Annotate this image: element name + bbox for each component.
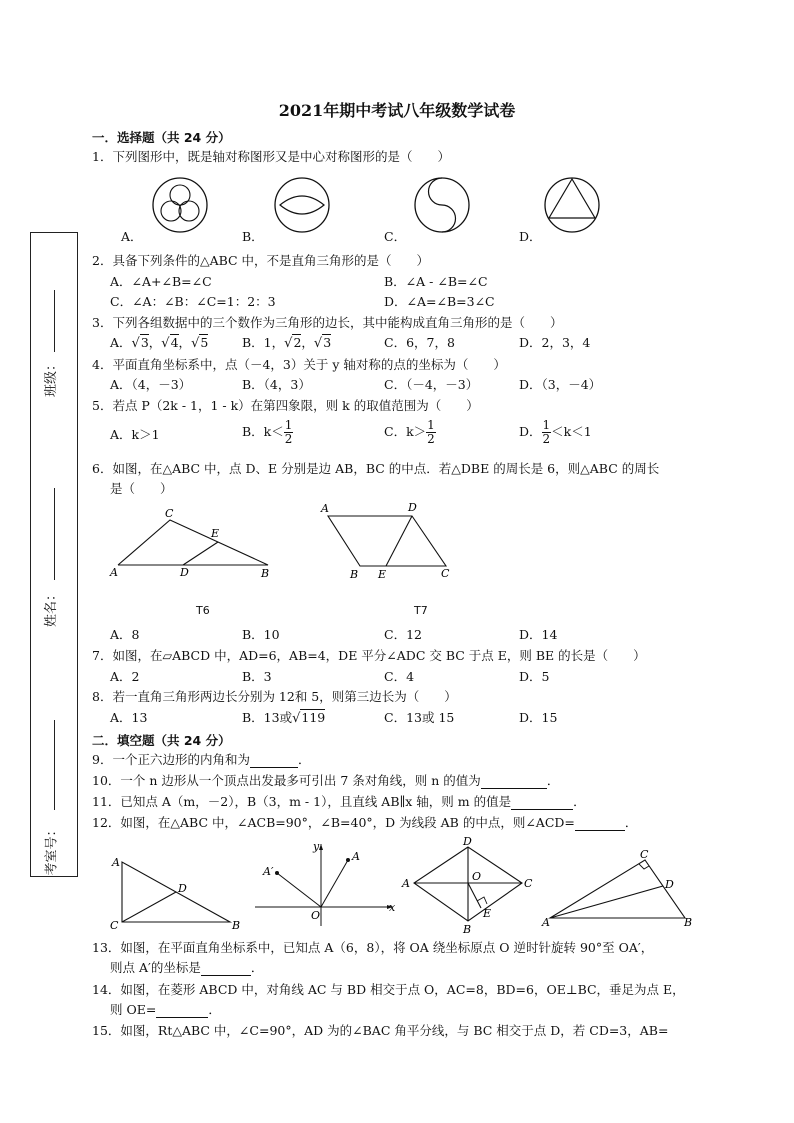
class-label: 班级：	[44, 357, 60, 398]
q3-option-a[interactable]: A．√3，√4，√5	[110, 335, 209, 351]
t6-label-e: E	[211, 527, 220, 540]
q2-option-a[interactable]: A．∠A+∠B=∠C	[110, 274, 212, 289]
q2-option-b[interactable]: B．∠A - ∠B=∠C	[384, 274, 488, 289]
q12-label-b: B	[232, 919, 241, 932]
q2-option-d[interactable]: D．∠A=∠B=3∠C	[384, 294, 495, 309]
q1-option-a[interactable]: A．	[121, 229, 143, 244]
exam-room-blank-line[interactable]	[54, 720, 55, 810]
question-5-stem: 5．若点 P（2k - 1，1 - k）在第四象限，则 k 的取值范围为（ ）	[92, 398, 479, 413]
q5-option-d-suffix: ＜k＜1	[551, 424, 592, 439]
question-6-stem-line1: 6．如图，在△ABC 中，点 D、E 分别是边 AB，BC 的中点．若△DBE 的周长是 6，则△ABC 的周长	[92, 461, 660, 476]
q8-sqrt-119: 119	[301, 710, 326, 725]
question-10: 10．一个 n 边形从一个顶点出发最多可引出 7 条对角线，则 n 的值为 ．	[92, 773, 560, 788]
t7-label-d: D	[408, 501, 417, 514]
section-choice-heading: 一．选择题（共 24 分）	[92, 130, 231, 145]
q3-option-d[interactable]: D．2，3，4	[519, 335, 591, 350]
question-7-stem: 7．如图，在▱ABCD 中，AD=6，AB=4，DE 平分∠ADC 交 BC 于点 E，则 BE 的长是（ ）	[92, 648, 646, 663]
q8-option-b[interactable]: B．13或√119	[242, 710, 326, 726]
q9-answer-blank[interactable]	[250, 755, 298, 768]
t6-label-d: D	[180, 566, 189, 579]
t7-label-c: C	[441, 567, 450, 580]
q14-label-e: E	[483, 907, 492, 920]
q14-label-c: C	[524, 877, 533, 890]
q3-sqrt-2: 2	[293, 335, 302, 350]
question-14-line2: 则 OE= ．	[110, 1002, 221, 1017]
name-blank-line[interactable]	[54, 488, 55, 580]
t7-label-a: A	[321, 502, 329, 515]
q5-d-denominator: 2	[542, 432, 551, 446]
figure-q14	[400, 835, 540, 936]
q12-answer-blank[interactable]	[575, 818, 625, 831]
name-label: 姓名：	[44, 587, 60, 628]
t6-label-a: A	[110, 566, 118, 579]
class-blank-line[interactable]	[54, 290, 55, 352]
figure-q12	[110, 852, 250, 934]
q6-option-b[interactable]: B．10	[242, 627, 280, 642]
exam-room-label: 考室号：	[44, 823, 60, 876]
figure-q15	[540, 848, 700, 930]
figure-t7	[318, 498, 458, 583]
q1-figure-c[interactable]	[412, 175, 472, 235]
q1-figure-d[interactable]	[542, 175, 602, 235]
q8-option-d[interactable]: D．15	[519, 710, 558, 725]
q5-d-numerator: 1	[542, 418, 551, 432]
q15-label-d: D	[665, 878, 674, 891]
question-4-stem: 4．平面直角坐标系中，点（－4，3）关于 y 轴对称的点的坐标为（ ）	[92, 357, 506, 372]
q13-label-a: A	[352, 850, 360, 863]
t6-label-c: C	[165, 507, 174, 520]
q8-option-a[interactable]: A．13	[110, 710, 148, 725]
q14-label-o: O	[472, 870, 482, 883]
q3-option-b[interactable]: B．1，√2，√3	[242, 335, 332, 351]
q12-label-a: A	[112, 856, 120, 869]
question-11: 11．已知点 A（m，－2），B（3，m - 1），且直线 AB∥x 轴，则 m 的值是 ．	[92, 794, 586, 809]
question-14-line2-text: 则 OE=	[110, 1002, 157, 1017]
q13-answer-blank[interactable]	[201, 963, 251, 976]
q12-label-d: D	[178, 882, 187, 895]
q4-option-a[interactable]: A．（4，－3）	[110, 377, 192, 392]
question-8-stem: 8．若一直角三角形两边长分别为 12和 5，则第三边长为（ ）	[92, 689, 457, 704]
q5-option-d-prefix: D．	[519, 424, 542, 439]
q6-option-c[interactable]: C．12	[384, 627, 422, 642]
q4-option-d[interactable]: D．（3，－4）	[519, 377, 602, 392]
q3-option-b-prefix: B．1，	[242, 335, 285, 350]
q3-option-c[interactable]: C．6，7，8	[384, 335, 455, 350]
q6-option-a[interactable]: A．8	[110, 627, 140, 642]
q15-label-c: C	[640, 848, 649, 861]
q8-option-c[interactable]: C．13或 15	[384, 710, 455, 725]
q3-sqrt-5: 5	[200, 335, 209, 350]
question-13-line1: 13．如图，在平面直角坐标系中，已知点 A（6，8），将 OA 绕坐标原点 O 逆时针旋转 90°至 OA′，	[92, 940, 654, 955]
q3-sqrt-3: 3	[140, 335, 149, 350]
q14-answer-blank[interactable]	[156, 1005, 208, 1018]
q1-figure-b[interactable]	[272, 175, 332, 235]
caption-t6: T6	[196, 604, 210, 617]
q1-option-c[interactable]: C．	[384, 229, 407, 244]
question-3-stem: 3．下列各组数据中的三个数作为三角形的边长，其中能构成直角三角形的是（ ）	[92, 315, 563, 330]
question-15-line1: 15．如图，Rt△ABC 中，∠C=90°，AD 为的∠BAC 角平分线，与 BC 相交于点 D，若 CD=3，AB=	[92, 1023, 669, 1038]
q8-option-b-prefix: B．13或	[242, 710, 293, 725]
question-12-text: 12．如图，在△ABC 中，∠ACB=90°，∠B=40°，D 为线段 AB 的中点，则∠ACD=	[92, 815, 575, 830]
question-9: 9．一个正六边形的内角和为 ．	[92, 752, 311, 767]
caption-t7: T7	[414, 604, 428, 617]
q5-option-b-prefix: B．k＜	[242, 424, 284, 439]
q7-option-a[interactable]: A．2	[110, 669, 140, 684]
question-9-text: 9．一个正六边形的内角和为	[92, 752, 250, 767]
q7-option-d[interactable]: D．5	[519, 669, 550, 684]
figure-q13	[255, 840, 400, 928]
q5-b-denominator: 2	[284, 432, 293, 446]
q3-sqrt-3b: 3	[323, 335, 332, 350]
page-title: 2021年期中考试八年级数学试卷	[278, 101, 516, 120]
q5-option-c[interactable]	[384, 419, 436, 446]
q5-option-b[interactable]	[242, 419, 293, 446]
q1-figure-a[interactable]	[150, 175, 210, 235]
q13-label-y: y	[313, 840, 320, 853]
q3-sqrt-4: 4	[170, 335, 179, 350]
q7-option-c[interactable]: C．4	[384, 669, 415, 684]
q15-label-a: A	[542, 916, 550, 929]
t6-label-b: B	[261, 567, 270, 580]
q6-option-d[interactable]: D．14	[519, 627, 558, 642]
q15-label-b: B	[684, 916, 693, 929]
q4-option-b[interactable]: B．（4，3）	[242, 377, 311, 392]
q4-option-c[interactable]: C．（－4，－3）	[384, 377, 479, 392]
section-fill-heading: 二．填空题（共 24 分）	[92, 733, 231, 748]
question-2-stem: 2．具备下列条件的△ABC 中，不是直角三角形的是（ ）	[92, 253, 430, 268]
q5-option-d[interactable]	[519, 419, 592, 446]
question-13-line2: 则点 A′的坐标是 ．	[110, 960, 264, 975]
figure-t6	[110, 505, 280, 580]
question-1-stem: 1．下列图形中，既是轴对称图形又是中心对称图形的是（ ）	[92, 149, 450, 164]
question-14-line1: 14．如图，在菱形 ABCD 中，对角线 AC 与 BD 相交于点 O，AC=8，BD=6，OE⊥BC，垂足为点 E，	[92, 982, 685, 997]
q1-option-b[interactable]: B．	[242, 229, 264, 244]
q5-c-numerator: 1	[427, 418, 435, 432]
t7-label-e: E	[378, 568, 387, 581]
question-13-line2-text: 则点 A′的坐标是	[110, 960, 201, 975]
q5-c-denominator: 2	[427, 432, 435, 446]
q13-label-o: O	[311, 909, 321, 922]
q5-b-numerator: 1	[284, 418, 293, 432]
q5-option-a[interactable]: A．k＞1	[110, 427, 160, 442]
q11-answer-blank[interactable]	[511, 797, 573, 810]
q3-option-a-prefix: A．	[110, 335, 132, 350]
q12-label-c: C	[110, 919, 119, 932]
question-10-text: 10．一个 n 边形从一个顶点出发最多可引出 7 条对角线，则 n 的值为	[92, 773, 481, 788]
question-6-stem-line2: 是（ ）	[110, 481, 173, 496]
question-12: 12．如图，在△ABC 中，∠ACB=90°，∠B=40°，D 为线段 AB 的中点，则∠ACD= ．	[92, 815, 638, 830]
question-11-text: 11．已知点 A（m，－2），B（3，m - 1），且直线 AB∥x 轴，则 m 的值是	[92, 794, 512, 809]
q1-option-d[interactable]: D．	[519, 229, 542, 244]
q14-label-b: B	[463, 923, 472, 936]
q10-answer-blank[interactable]	[481, 776, 547, 789]
q14-label-a: A	[402, 877, 410, 890]
q13-label-x: x	[389, 901, 396, 914]
t7-label-b: B	[350, 568, 359, 581]
q5-option-c-prefix: C．k＞	[384, 424, 427, 439]
q14-label-d: D	[463, 835, 472, 848]
q2-option-c[interactable]: C．∠A：∠B：∠C=1：2：3	[110, 294, 276, 309]
q7-option-b[interactable]: B．3	[242, 669, 272, 684]
q13-label-a-prime: A′	[263, 865, 274, 878]
